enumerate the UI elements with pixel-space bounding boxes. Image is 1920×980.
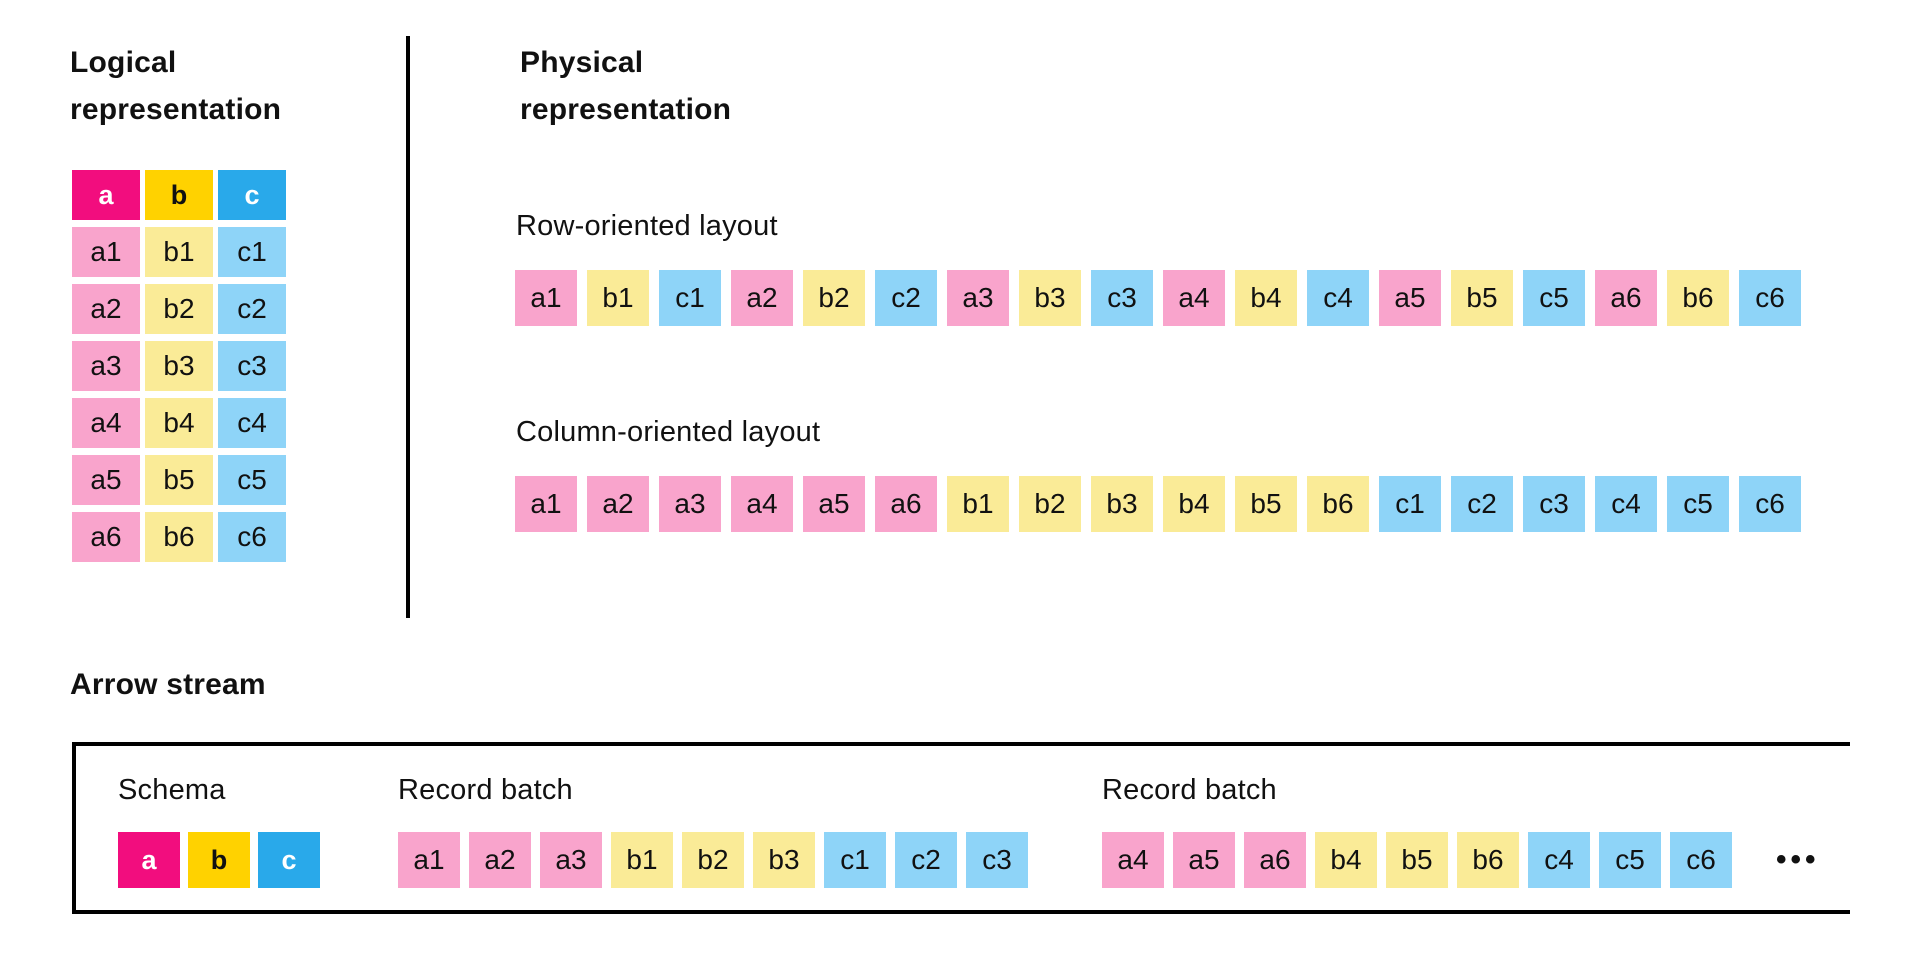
data-cell-b4: b4 [1235, 270, 1297, 326]
row-oriented-strip [515, 270, 1801, 326]
data-cell-a2: a2 [469, 832, 531, 888]
data-cell-c6: c6 [1670, 832, 1732, 888]
data-cell-b1: b1 [611, 832, 673, 888]
data-cell-b4: b4 [1315, 832, 1377, 888]
data-cell-c2: c2 [875, 270, 937, 326]
data-cell-c4: c4 [218, 398, 286, 448]
data-cell-c5: c5 [1667, 476, 1729, 532]
data-cell-a1: a1 [515, 476, 577, 532]
column-header-cell-b: b [188, 832, 250, 888]
data-cell-c1: c1 [1379, 476, 1441, 532]
arrow-stream-box [72, 742, 1850, 914]
data-cell-b6: b6 [1457, 832, 1519, 888]
column-oriented-strip [515, 476, 1801, 532]
data-cell-b5: b5 [1235, 476, 1297, 532]
logical-table-row [72, 284, 286, 334]
logical-table-row [72, 455, 286, 505]
data-cell-b6: b6 [145, 512, 213, 562]
data-cell-b1: b1 [145, 227, 213, 277]
data-cell-c6: c6 [1739, 270, 1801, 326]
data-cell-c3: c3 [966, 832, 1028, 888]
data-cell-c2: c2 [895, 832, 957, 888]
record-batch-2-label: Record batch [1102, 774, 1277, 806]
data-cell-c3: c3 [1091, 270, 1153, 326]
data-cell-b6: b6 [1307, 476, 1369, 532]
data-cell-c5: c5 [1523, 270, 1585, 326]
data-cell-c6: c6 [1739, 476, 1801, 532]
data-cell-a5: a5 [1173, 832, 1235, 888]
record-batch-1-strip [398, 832, 1028, 888]
data-cell-c4: c4 [1307, 270, 1369, 326]
data-cell-b5: b5 [1386, 832, 1448, 888]
logical-table-row [72, 341, 286, 391]
data-cell-b2: b2 [145, 284, 213, 334]
data-cell-a3: a3 [659, 476, 721, 532]
data-cell-c1: c1 [218, 227, 286, 277]
data-cell-b3: b3 [1019, 270, 1081, 326]
logical-representation-title: Logical representation [70, 46, 282, 126]
data-cell-c5: c5 [218, 455, 286, 505]
data-cell-a4: a4 [1102, 832, 1164, 888]
logical-table-row [72, 227, 286, 277]
record-batch-2-strip [1102, 832, 1732, 888]
data-cell-b3: b3 [753, 832, 815, 888]
data-cell-b5: b5 [1451, 270, 1513, 326]
data-cell-c3: c3 [1523, 476, 1585, 532]
data-cell-b1: b1 [587, 270, 649, 326]
column-header-cell-c: c [218, 170, 286, 220]
column-oriented-layout-label: Column-oriented layout [516, 416, 821, 448]
data-cell-b6: b6 [1667, 270, 1729, 326]
data-cell-c2: c2 [1451, 476, 1513, 532]
data-cell-c6: c6 [218, 512, 286, 562]
data-cell-a2: a2 [587, 476, 649, 532]
data-cell-b4: b4 [145, 398, 213, 448]
data-cell-b4: b4 [1163, 476, 1225, 532]
data-cell-b2: b2 [803, 270, 865, 326]
data-cell-a5: a5 [72, 455, 140, 505]
logical-table-row [72, 512, 286, 562]
data-cell-c4: c4 [1595, 476, 1657, 532]
data-cell-a4: a4 [1163, 270, 1225, 326]
arrow-stream-title: Arrow stream [70, 668, 266, 701]
data-cell-b3: b3 [1091, 476, 1153, 532]
data-cell-b2: b2 [682, 832, 744, 888]
data-cell-a4: a4 [731, 476, 793, 532]
data-cell-a2: a2 [72, 284, 140, 334]
column-header-cell-a: a [72, 170, 140, 220]
data-cell-c3: c3 [218, 341, 286, 391]
data-cell-a3: a3 [540, 832, 602, 888]
physical-representation-title: Physical representation [520, 46, 732, 126]
row-oriented-layout-label: Row-oriented layout [516, 210, 778, 242]
data-cell-a2: a2 [731, 270, 793, 326]
data-cell-a4: a4 [72, 398, 140, 448]
logical-table-row [72, 398, 286, 448]
column-header-cell-a: a [118, 832, 180, 888]
column-header-cell-b: b [145, 170, 213, 220]
data-cell-c1: c1 [824, 832, 886, 888]
data-cell-a1: a1 [398, 832, 460, 888]
data-cell-b5: b5 [145, 455, 213, 505]
data-cell-c5: c5 [1599, 832, 1661, 888]
data-cell-a5: a5 [1379, 270, 1441, 326]
schema-label: Schema [118, 774, 226, 806]
vertical-divider [406, 36, 410, 618]
data-cell-a1: a1 [72, 227, 140, 277]
data-cell-a3: a3 [947, 270, 1009, 326]
schema-strip [118, 832, 320, 888]
data-cell-b2: b2 [1019, 476, 1081, 532]
data-cell-a6: a6 [1595, 270, 1657, 326]
data-cell-c4: c4 [1528, 832, 1590, 888]
data-cell-c2: c2 [218, 284, 286, 334]
data-cell-a6: a6 [72, 512, 140, 562]
record-batch-1-label: Record batch [398, 774, 573, 806]
logical-table [72, 170, 286, 569]
data-cell-c1: c1 [659, 270, 721, 326]
data-cell-a6: a6 [1244, 832, 1306, 888]
data-cell-a5: a5 [803, 476, 865, 532]
column-header-cell-c: c [258, 832, 320, 888]
stream-continuation-ellipsis: ••• [1776, 843, 1820, 876]
data-cell-b3: b3 [145, 341, 213, 391]
logical-table-header-row [72, 170, 286, 220]
data-cell-a6: a6 [875, 476, 937, 532]
data-cell-b1: b1 [947, 476, 1009, 532]
data-cell-a3: a3 [72, 341, 140, 391]
data-cell-a1: a1 [515, 270, 577, 326]
